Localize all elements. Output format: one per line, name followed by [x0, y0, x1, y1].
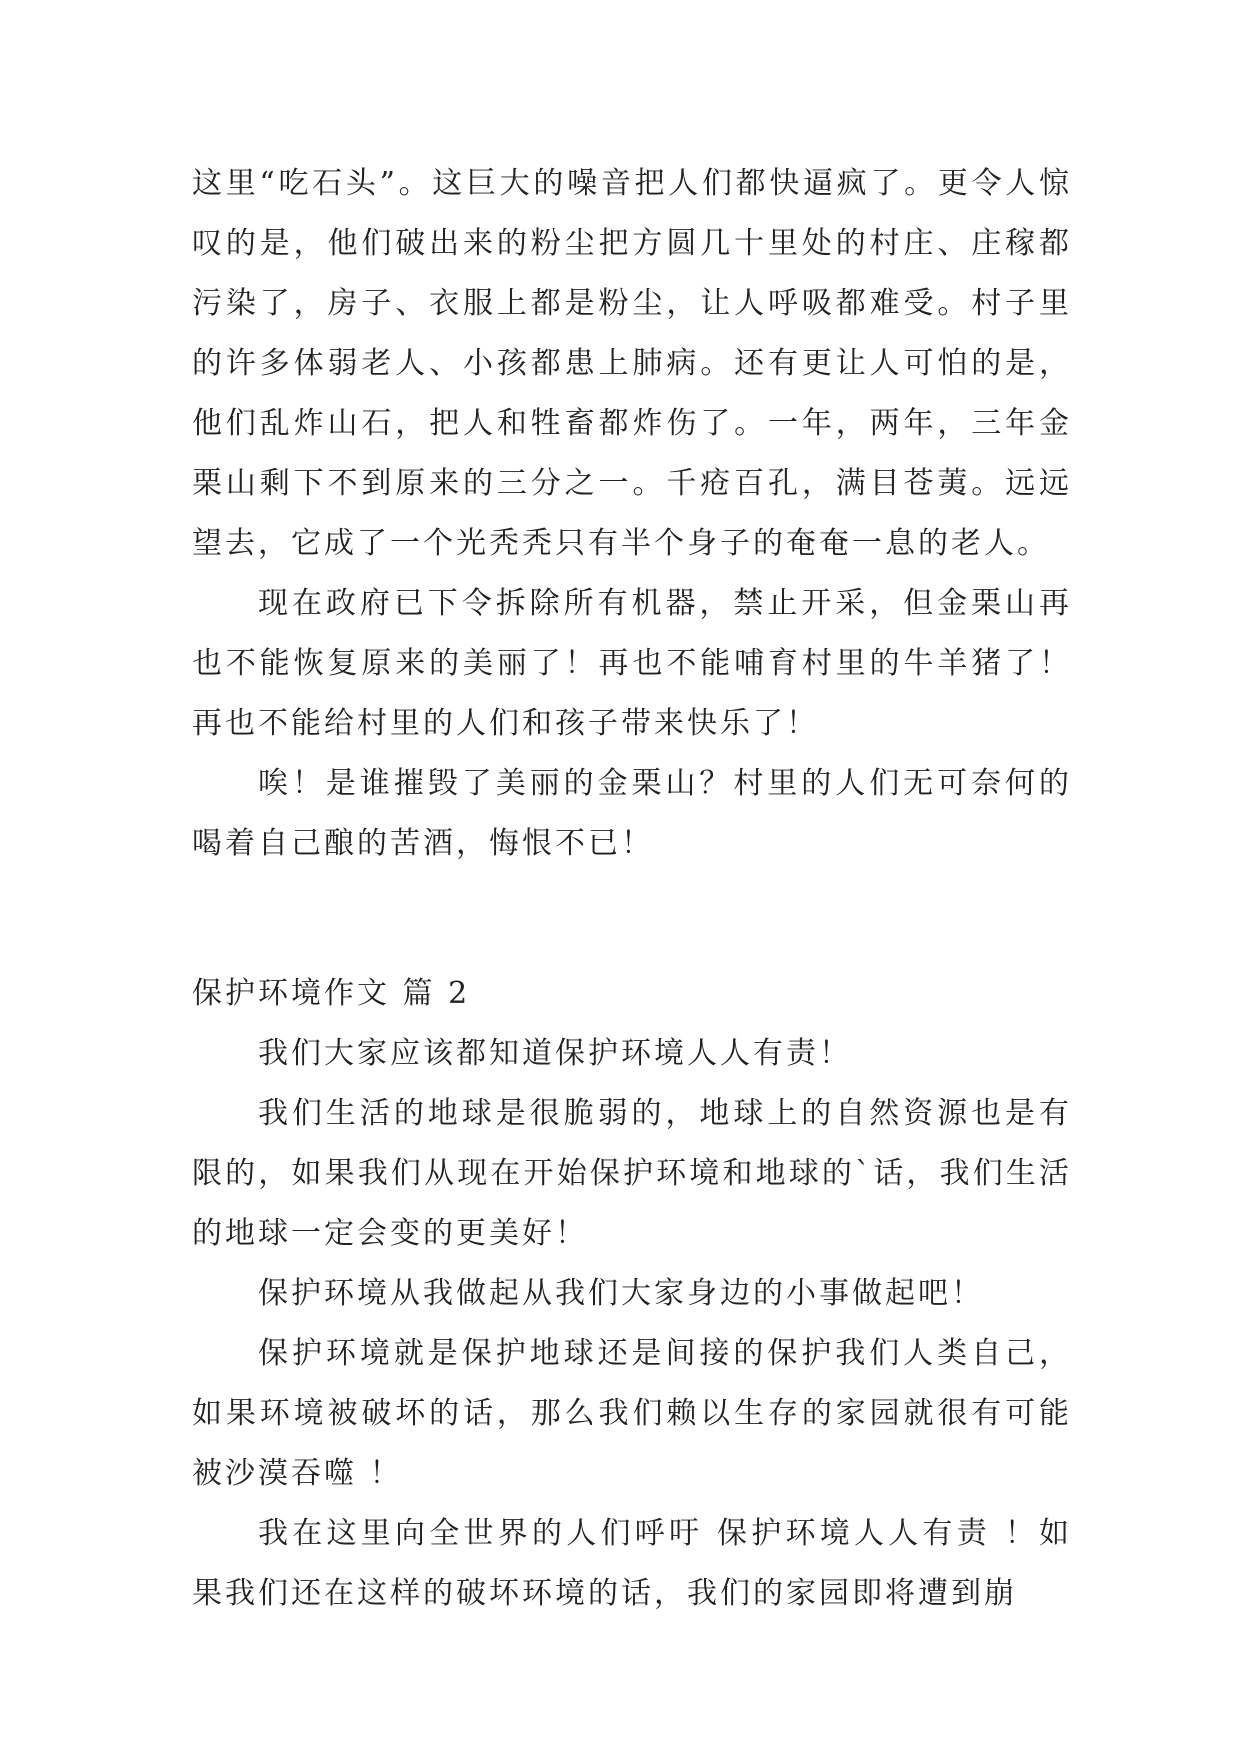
- paragraph: 这里“吃石头”。这巨大的噪音把人们都快逼疯了。更令人惊叹的是，他们破出来的粉尘把方圆几十里处的村庄、庄稼都污染了，房子、衣服上都是粉尘，让人呼吸都难受。村子里的许多体弱老人、小孩都患上肺病。还有更让人可怕的是，他们乱炸山石，把人和牲畜都炸伤了。一年，两年，三年金栗山剩下不到原来的三分之一。千疮百孔，满目苍荑。远远望去，它成了一个光秃秃只有半个身子的奄奄一息的老人。: [192, 166, 1072, 561]
- paragraph: 我们生活的地球是很脆弱的，地球上的自然资源也是有限的，如果我们从现在开始保护环境和地球的`话，我们生活的地球一定会变的更美好！: [192, 1096, 1072, 1251]
- paragraph: 保护环境就是保护地球还是间接的保护我们人类自己，如果环境被破坏的话，那么我们赖以生存的家园就很有可能被沙漠吞噬 ！: [192, 1336, 1072, 1491]
- paragraph: 我们大家应该都知道保护环境人人有责！: [258, 1036, 852, 1071]
- paragraph: 唉！是谁摧毁了美丽的金栗山？村里的人们无可奈何的喝着自己酿的苦酒，悔恨不已！: [192, 766, 1072, 861]
- paragraph: 保护环境从我做起从我们大家身边的小事做起吧！: [258, 1276, 984, 1311]
- paragraph: 现在政府已下令拆除所有机器，禁止开采，但金栗山再也不能恢复原来的美丽了！再也不能哺育村里的牛羊猪了！再也不能给村里的人们和孩子带来快乐了！: [192, 586, 1072, 741]
- document-body: [192, 154, 1072, 1624]
- section-title: 保护环境作文 篇 2: [192, 976, 471, 1011]
- paragraph: 我在这里向全世界的人们呼吁 保护环境人人有责 ！如果我们还在这样的破坏环境的话，我们的家园即将遭到崩: [192, 1516, 1072, 1611]
